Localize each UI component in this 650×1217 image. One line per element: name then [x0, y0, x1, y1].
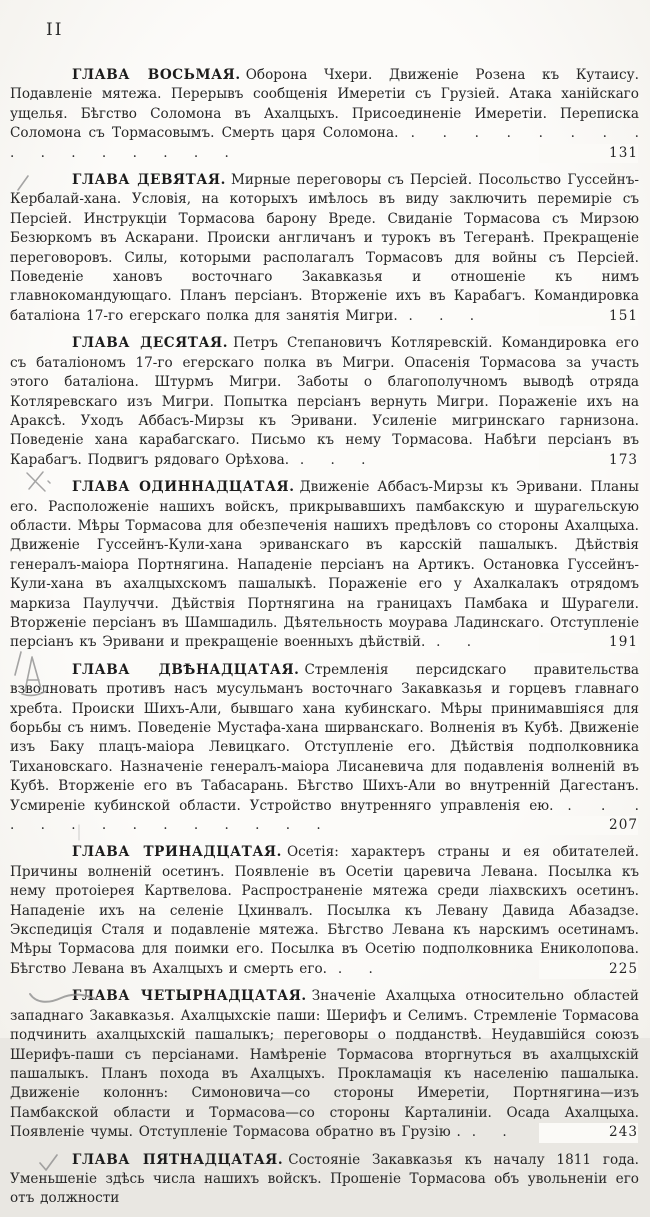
dot-leader: . . . . . . . . . . . . . . . . — [10, 125, 639, 161]
chapter-summary: Осетія: характеръ страны и ея обитателей. Причины волненій осетинъ. Появленіе въ Осетіи царевича Левана. Посылка къ нему протоіерея Картвелова. Распространеніе мятежа среди ліахвскихъ осетинъ. Нападеніе ихъ на селеніе Цхинвалъ. Посылка къ Левану Давида Абазадзе. Экспедиція Сталя и подавленіе мятежа. Бѣгство Левана къ нарскимъ осетинамъ. Мѣры Тормасова для поимки его. Посылка въ Осетію подполковника Ениколопова. Бѣгство Левана въ Ахалцыхъ и смерть его. — [10, 844, 639, 977]
toc-entry-chapter-11 — [10, 478, 639, 653]
toc-entry-chapter-12 — [10, 661, 639, 836]
chapter-summary: Значеніе Ахалцыха относительно областей западнаго Закавказья. Ахалцыхскіе паши: Шерифъ и Селимъ. Стремленіе Тормасова подчинить ахалцыхскій пашалыкъ; переговоры о подданствѣ. Неудавшійся союзъ Шерифъ-паши съ персіанами. Намѣреніе Тормасова вторгнуться въ ахалцыхскій пашалыкъ. Планъ похода въ Ахалцыхъ. Прокламація къ населенію пашалыка. Движеніе колоннъ: Симоновича—со стороны Имеретіи, Портнягина—изъ Памбакской области и Тормасова—со стороны Карталиніи. Осада Ахалцыха. Появленіе чумы. Отступленіе Тормасова обратно въ Грузію . — [10, 988, 639, 1141]
chapter-title: ГЛАВА ЧЕТЫРНАДЦАТАЯ. — [72, 988, 307, 1005]
dot-leader: . . — [436, 634, 472, 651]
dot-leader: . . — [337, 960, 373, 977]
pencil-slash-icon — [16, 174, 30, 192]
chapter-page-number: 243 — [539, 1123, 638, 1142]
toc-entry-chapter-13 — [10, 843, 639, 979]
pencil-swash-icon — [28, 990, 98, 1006]
dot-leader: . . . — [408, 307, 475, 324]
chapter-summary: Состояніе Закавказья къ началу 1811 года. Уменьшеніе здѣсь числа нашихъ войскъ. Прошеніе Тормасова объ увольненіи его отъ должности — [10, 1151, 639, 1207]
chapter-page-number: 131 — [539, 144, 638, 163]
toc-entry-chapter-15 — [10, 1151, 639, 1209]
toc-entry-chapter-9 — [10, 171, 639, 326]
pencil-cross-icon — [22, 466, 54, 498]
chapter-summary: Стремленія персидскаго правительства взволновать противъ насъ мусульманъ восточнаго Закавказья и горцевъ главнаго хребта. Происки Шихъ-Али, бывшаго хана кубинскаго. Мѣры принимавшіяся для борьбы съ нимъ. Поведеніе Мустафа-хана ширванскаго. Волненія въ Кубѣ. Движеніе изъ Баку плацъ-маіора Левицкаго. Отступленіе его. Дѣйствія подполковника Тихановскаго. Назначеніе генералъ-маіора Лисаневича для подавленія волненій въ Кубѣ. Вторженіе его въ Табасарань. Бѣгство Шихъ-Али во внутренній Дагестанъ. Усмиреніе кубинской области. Устройство внутренняго управленія ею. — [10, 661, 640, 814]
chapter-summary: Петръ Степановичъ Котляревскій. Командировка его съ баталіономъ 17-го егерскаго полка въ Мигри. Опасенія Тормасова за участь этого баталіона. Штурмъ Мигри. Заботы о благополучномъ выводѣ отряда Котляревскаго изъ Мигри. Попытка персіанъ вернуть Мигри. Пораженіе ихъ на Араксѣ. Уходъ Аббасъ-Мирзы къ Эривани. Усиленіе мигринскаго гарнизона. Поведеніе хана карабагскаго. Письмо къ нему Тормасова. Набѣги персіанъ въ Карабагъ. Подвигъ рядоваго Орѣхова. — [10, 335, 639, 468]
toc-entry-chapter-14 — [10, 987, 639, 1142]
chapter-title: ГЛАВА ТРИНАДЦАТАЯ. — [72, 844, 282, 861]
chapter-summary: Оборона Чхери. Движеніе Розена къ Кутаису. Подавленіе мятежа. Перерывъ сообщенія Имеретіи съ Грузіей. Атака ханійскаго ущелья. Бѣгство Соломона въ Ахалцыхъ. Присоединеніе Имеретіи. Переписка Соломона съ Тормасовымъ. Смерть царя Соломона. — [10, 67, 639, 142]
dot-leader: . . . — [299, 451, 366, 468]
toc-entry-chapter-8 — [10, 66, 639, 163]
chapter-page-number: 151 — [539, 307, 638, 326]
table-of-contents — [10, 66, 639, 1217]
pencil-letter-a-icon — [12, 649, 54, 697]
dot-leader: . . — [471, 1124, 507, 1141]
folio-number: II — [46, 20, 64, 40]
chapter-title: ГЛАВА ДЕСЯТАЯ. — [72, 335, 229, 352]
chapter-title: ГЛАВА ДЕВЯТАЯ. — [72, 172, 226, 189]
chapter-page-number: 173 — [539, 451, 638, 470]
chapter-summary: Движеніе Аббасъ-Мирзы къ Эривани. Планы его. Расположеніе нашихъ войскъ, прикрывавшихъ памбакскую и шурагельскую области. Мѣры Тормасова для обезпеченія нашихъ предѣловъ со стороны Ахалцыха. Движеніе Гуссейнъ-Кули-хана эриванскаго въ карсскій пашалыкъ. Дѣйствія генералъ-маіора Портнягина. Нападеніе персіанъ на Артикъ. Остановка Гуссейнъ-Кули-хана въ ахалцыхскомъ пашалыкѣ. Пораженіе его у Ахалкалакъ отрядомъ маркиза Паулуччи. Дѣйствія Портнягина на границахъ Памбака и Шурагели. Вторженіе персіанъ въ Шамшадиль. Дѣятельность моурава Ладинскаго. Отступленіе персіанъ къ Эривани и прекращеніе военныхъ дѣйствій. — [10, 479, 639, 651]
pencil-tick-icon — [76, 825, 82, 841]
chapter-title: ГЛАВА ПЯТНАДЦАТАЯ. — [72, 1151, 284, 1168]
chapter-page-number: 207 — [539, 816, 638, 835]
chapter-page-number: 225 — [539, 960, 638, 979]
toc-entry-chapter-10 — [10, 334, 639, 470]
chapter-title: ГЛАВА ДВѢНАДЦАТАЯ. — [72, 661, 300, 678]
chapter-title: ГЛАВА ОДИННАДЦАТАЯ. — [72, 479, 295, 496]
chapter-title: ГЛАВА ВОСЬМАЯ. — [72, 67, 241, 83]
pencil-check-icon — [38, 1153, 60, 1173]
chapter-page-number: 191 — [539, 633, 638, 652]
dot-leader: . . . . . . . . . . . . . . — [10, 797, 639, 834]
chapter-summary: Мирные переговоры съ Персіей. Посольство Гуссейнъ-Кербалай-хана. Условія, на которыхъ имѣлось въ виду заключить перемиріе съ Персіей. Инструкціи Тормасова барону Вреде. Свиданіе Тормасова съ Мирзою Безюркомъ въ Аскарани. Происки англичанъ и турокъ въ Тегеранѣ. Прекращеніе переговоровъ. Силы, которыми располагалъ Тормасовъ для войны съ Персіей. Поведеніе хановъ восточнаго Закавказья и отношеніе къ нимъ главнокомандующаго. Планъ персіанъ. Вторженіе ихъ въ Карабагъ. Командировка баталіона 17-го егерскаго полка для занятія Мигри. — [10, 172, 639, 324]
